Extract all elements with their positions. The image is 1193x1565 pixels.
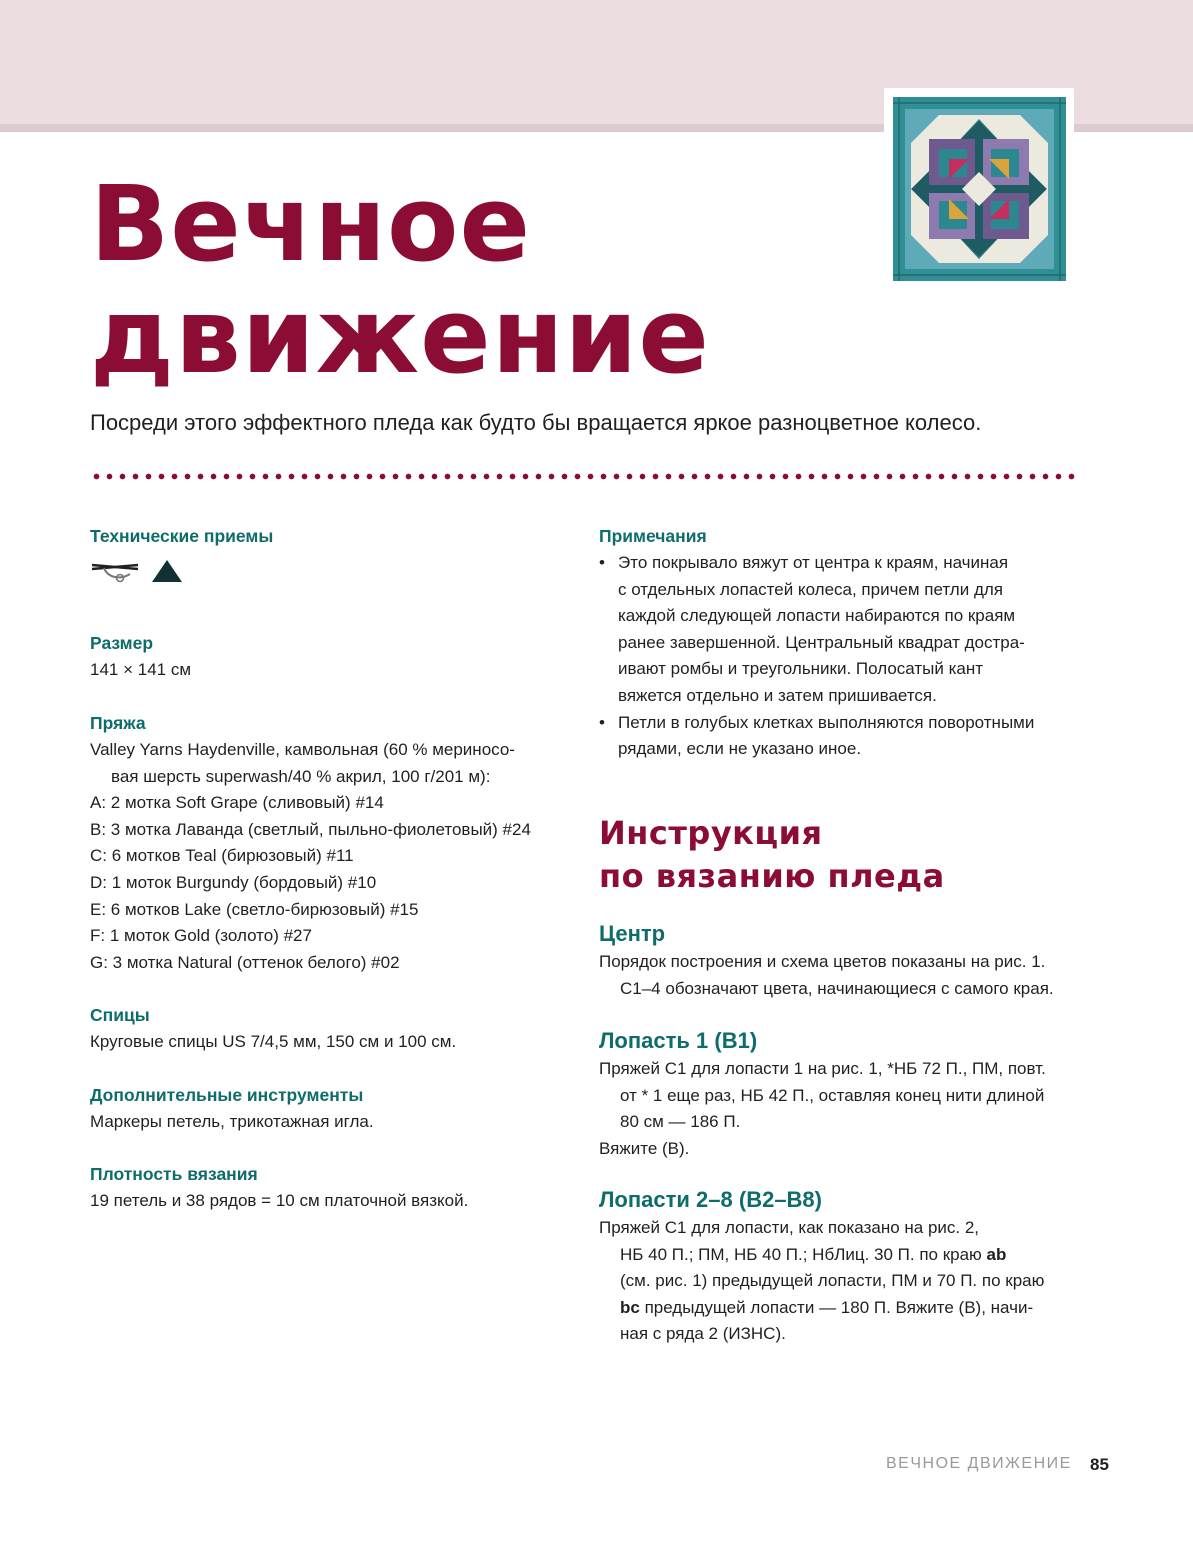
notes-line: каждой следующей лопасти набираются по краям [618, 606, 1016, 626]
yarn-line: B: 3 мотка Лаванда (светлый, пыльно-фиолетовый) #24 [90, 819, 531, 839]
blades28-line [599, 1242, 1089, 1269]
notes-section [599, 522, 1089, 763]
blade1-line: 80 см — 186 П. [620, 1112, 741, 1132]
notes-heading: Примечания [599, 526, 707, 546]
instructions-heading [599, 812, 1089, 898]
blade1-line: Пряжей C1 для лопасти 1 на рис. 1, *НБ 72 П., ПМ, повт. [599, 1059, 1046, 1078]
notes-line: вяжется отдельно и затем пришивается. [618, 685, 937, 705]
edge-label-bc: bc [620, 1297, 640, 1317]
page-title [90, 163, 710, 397]
techniques-section [90, 522, 560, 586]
knitting-needles-icon [90, 556, 144, 586]
triangle-icon [150, 557, 184, 585]
instructions-heading-line-2: по вязанию пледа [599, 857, 945, 895]
notes-item [599, 710, 1089, 763]
techniques-heading: Технические приемы [90, 526, 274, 546]
blades28-line: Пряжей C1 для лопасти, как показано на рис. 2, [599, 1218, 980, 1237]
yarn-line: C: 6 мотков Teal (бирюзовый) #11 [90, 846, 354, 866]
blade1-line: Вяжите (В). [599, 1138, 690, 1158]
edge-label-ab: ab [986, 1244, 1007, 1264]
title-line-1: Вечное [90, 163, 532, 285]
notes-line: • Петли в голубых клетках выполняются поворотными [618, 712, 1035, 732]
yarn-section [90, 709, 560, 976]
footer-label: ВЕЧНОЕ ДВИЖЕНИЕ [886, 1455, 1072, 1472]
size-heading: Размер [90, 633, 154, 653]
notes-line: • Это покрывало вяжут от центра к краям, начиная [618, 553, 1009, 572]
size-value: 141 × 141 см [90, 660, 192, 679]
yarn-line: A: 2 мотка Soft Grape (сливовый) #14 [90, 793, 384, 813]
blades28-text: НБ 40 П.; ПМ, НБ 40 П.; НбЛиц. 30 П. по краю [620, 1244, 987, 1264]
center-line: C1–4 обозначают цвета, начинающиеся с самого края. [620, 978, 1054, 998]
yarn-heading: Пряжа [90, 713, 146, 733]
tools-value: Маркеры петель, трикотажная игла. [90, 1112, 374, 1131]
gauge-value: 19 петель и 38 рядов = 10 см платочной вязкой. [90, 1191, 469, 1210]
gauge-heading: Плотность вязания [90, 1164, 258, 1184]
notes-item [599, 550, 1089, 710]
yarn-line: D: 1 моток Burgundy (бордовый) #10 [90, 872, 377, 892]
gauge-section [90, 1160, 560, 1215]
blade1-heading: Лопасть 1 (В1) [599, 1028, 758, 1053]
needles-section [90, 1001, 560, 1056]
page-number: 85 [1090, 1455, 1109, 1474]
blades28-line [599, 1295, 1089, 1322]
notes-line: с отдельных лопастей колеса, причем петли для [618, 579, 1003, 599]
notes-list [599, 550, 1089, 763]
blades28-heading: Лопасти 2–8 (В2–В8) [599, 1187, 822, 1212]
notes-line: ивают ромбы и треугольники. Полосатый кант [618, 659, 984, 679]
needles-value: Круговые спицы US 7/4,5 мм, 150 см и 100 см. [90, 1032, 457, 1051]
center-line: Порядок построения и схема цветов показаны на рис. 1. [599, 952, 1046, 971]
yarn-line: вая шерсть superwash/40 % акрил, 100 г/201 м): [111, 766, 491, 786]
center-heading: Центр [599, 921, 666, 946]
center-section [599, 919, 1089, 1002]
subtitle: Посреди этого эффектного пледа как будто бы вращается яркое разноцветное колесо. [90, 410, 982, 435]
blade1-section [599, 1026, 1089, 1162]
blades28-line: ная с ряда 2 (ИЗНС). [620, 1324, 786, 1344]
instructions-heading-line-1: Инструкция [599, 814, 823, 852]
yarn-line: E: 6 мотков Lake (светло-бирюзовый) #15 [90, 899, 419, 919]
afghan-thumbnail [893, 97, 1066, 281]
yarn-line: G: 3 мотка Natural (оттенок белого) #02 [90, 952, 400, 972]
dotted-divider [90, 473, 1078, 480]
blade1-line: от * 1 еще раз, НБ 42 П., оставляя конец нити длиной [620, 1085, 1045, 1105]
needles-heading: Спицы [90, 1005, 150, 1025]
notes-line: ранее завершенной. Центральный квадрат достра- [618, 632, 1025, 652]
notes-line: рядами, если не указано иное. [618, 739, 862, 759]
size-section [90, 629, 560, 684]
tools-heading: Дополнительные инструменты [90, 1085, 364, 1105]
blades28-line: (см. рис. 1) предыдущей лопасти, ПМ и 70 П. по краю [620, 1271, 1045, 1291]
title-line-2: движение [90, 275, 710, 397]
blades28-section [599, 1185, 1089, 1348]
yarn-line: F: 1 моток Gold (золото) #27 [90, 926, 312, 946]
tools-section [90, 1081, 560, 1136]
yarn-line: Valley Yarns Haydenville, камвольная (60 % мериносо- [90, 740, 515, 759]
blades28-text: предыдущей лопасти — 180 П. Вяжите (В), начи- [639, 1297, 1034, 1317]
